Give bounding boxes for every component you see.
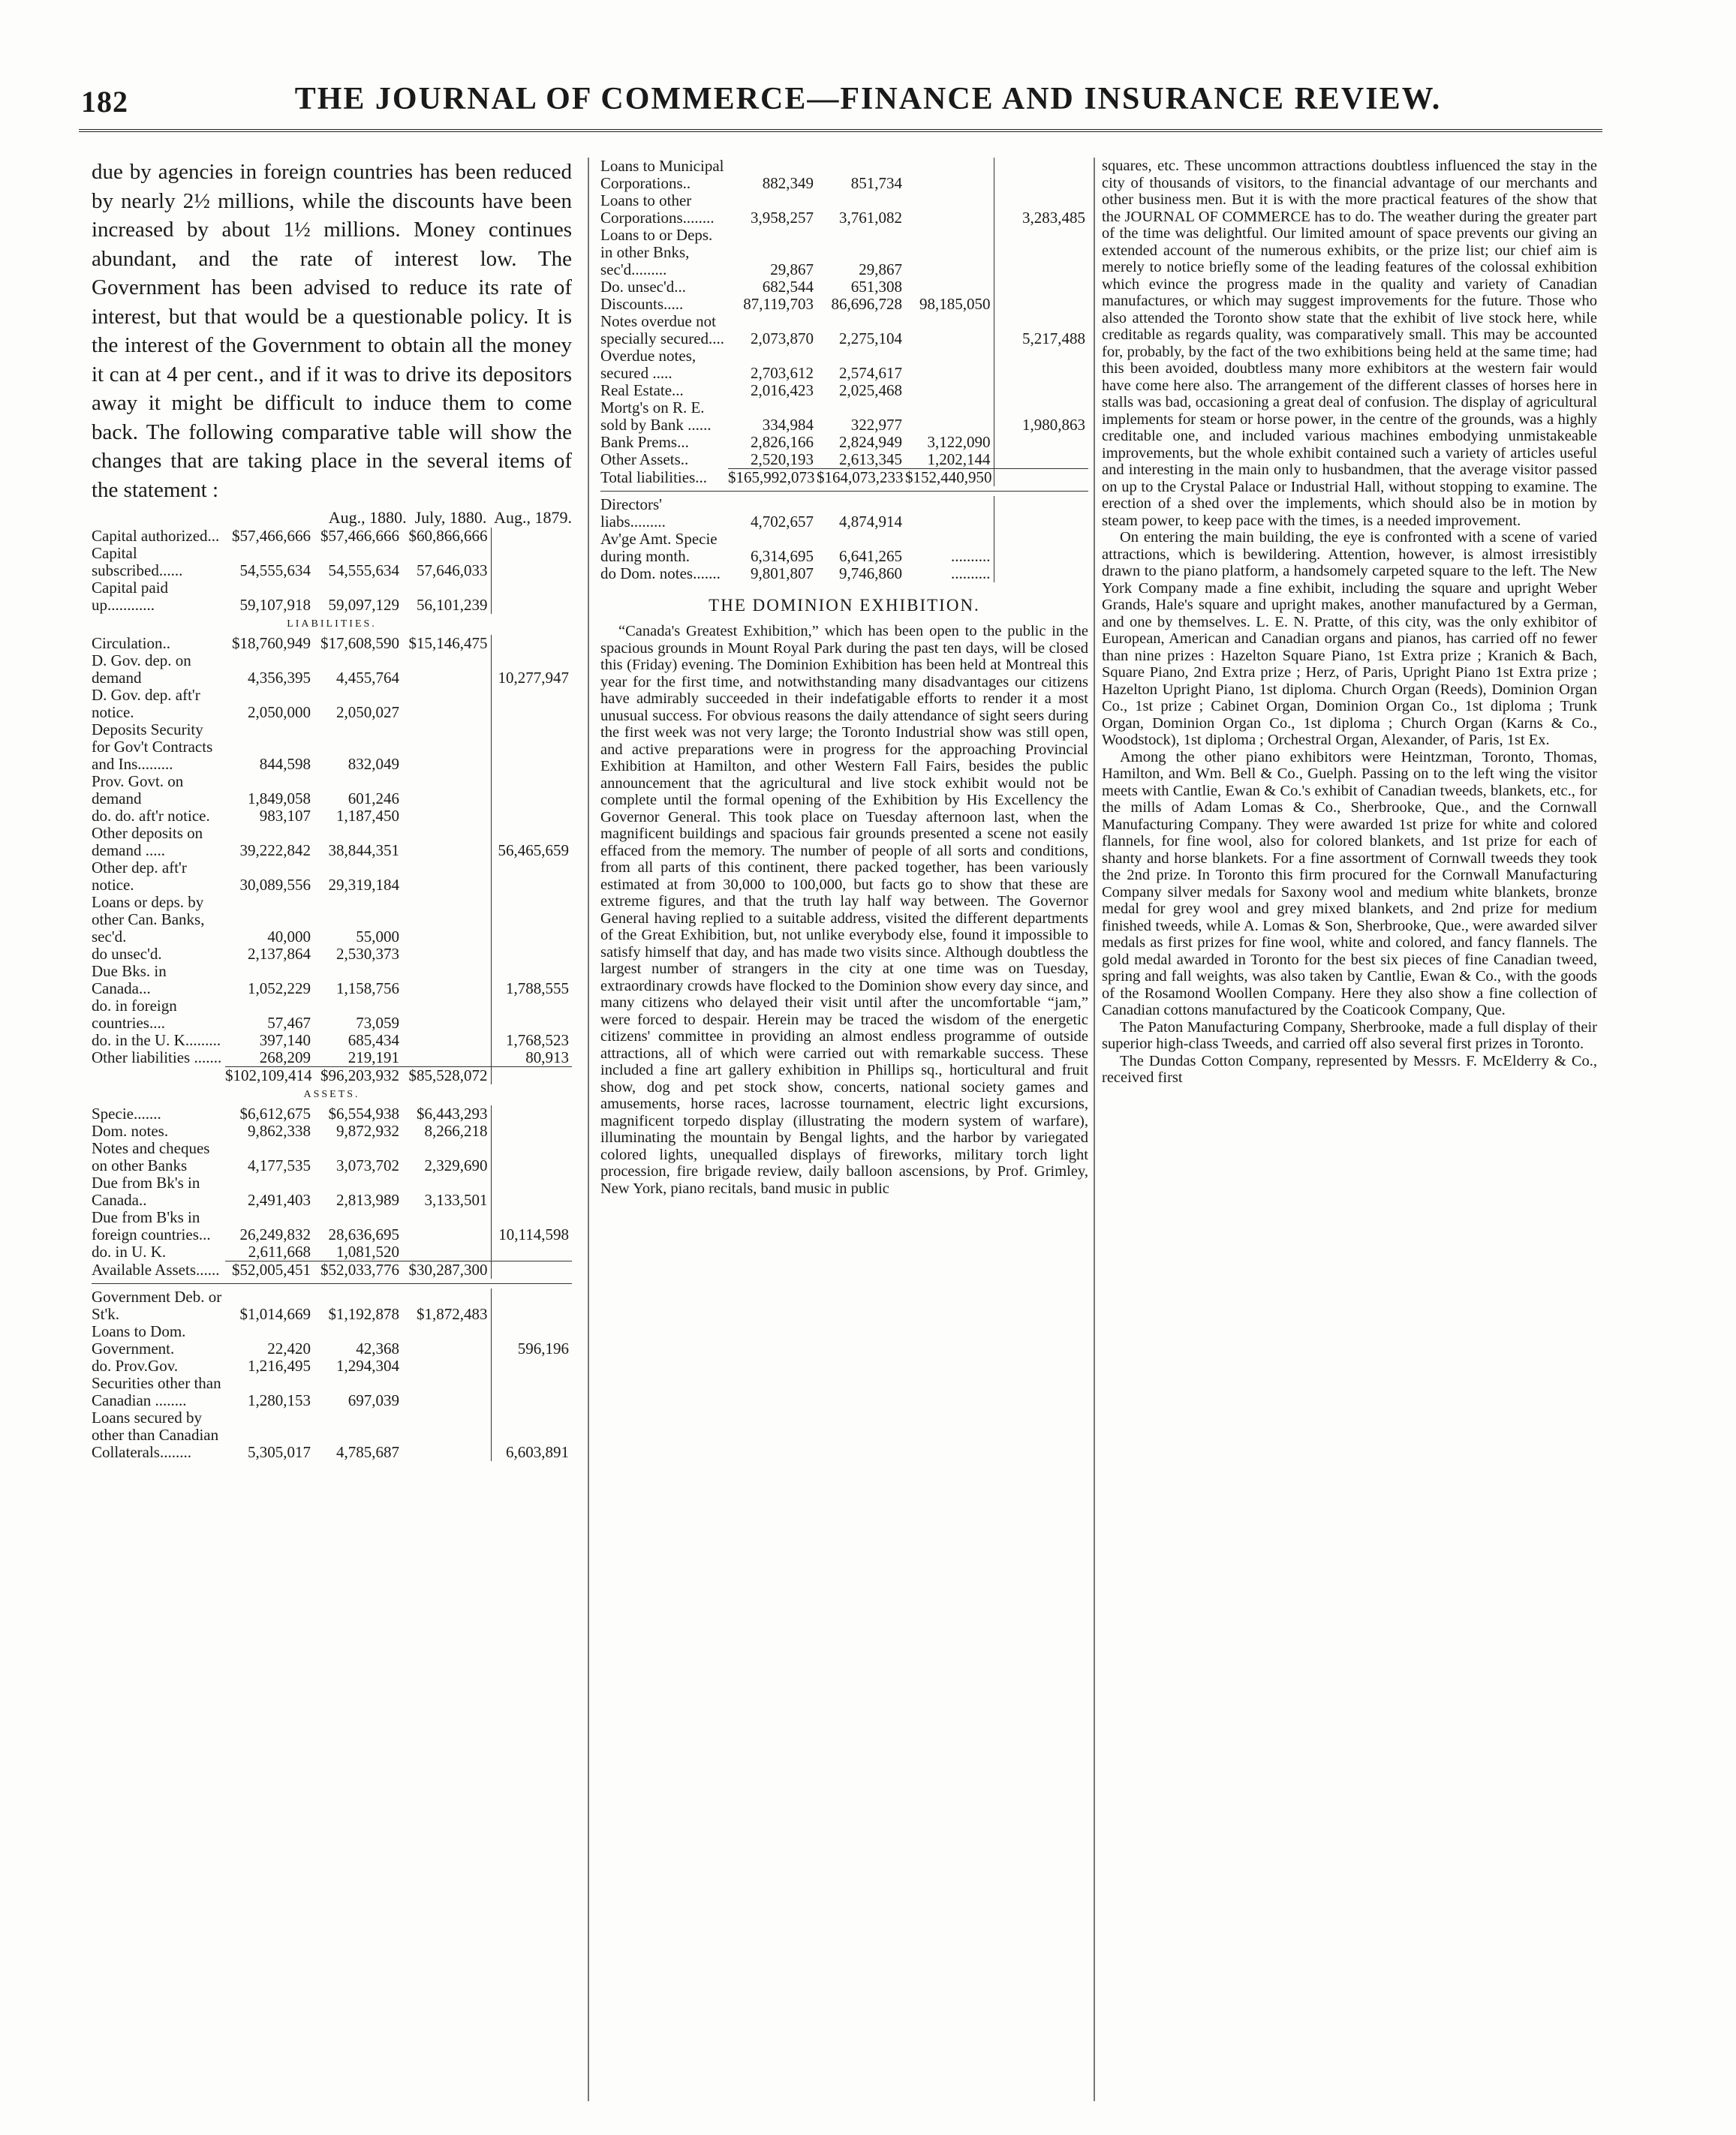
value-cell: $152,440,950 — [905, 469, 994, 487]
value-cell: 851,734 — [850, 174, 902, 192]
value-cell: $60,866,666 — [402, 528, 491, 545]
article-paragraph: squares, etc. These uncommon attractions doubtless influenced the stay in the city of thousands of visitors, to the financial advantage of our merchants and other business men. But it is with the more practical features of the show that the JOURNAL OF COMMERCE has to do. The weather during the greater part of the time was delightful. Our limited amount of space prevents our giving an extended account of the numerous exhibits, or the prize list; our chief aim is merely to notice briefly some of the leading features of the colossal exhibition which evince the progress made in the quality and variety of Canadian manufactures, or which may suggest improvements for the future. Those who also attended the Toronto show state that the exhibit of live stock here, while creditable as regards quality, was comparatively small. This may be accounted for, probably, by the fact of the two exhibitions being held at the same time; had this been avoided, doubtless many more exhibitors at the western fair would have come here also. The arrangement of the different classes of horses here in stalls was bad, occasioning a great deal of confusion. The display of agricultural implements for steam or horse power, in the centre of the grounds, was a highly creditable one, and included various machines embodying unmistakeable improvements, but the whole exhibit contained such a variety of articles useful and interesting in the main only to husbandmen, that the average visitor passed on up to the Crystal Palace or Industrial Hall, without stopping to examine. The erection of a shed over the implements, which should also be in motion by steam power, to keep pace with the times, is a needed improvement. — [1102, 158, 1597, 529]
row-label: Other dep. aft'r notice. — [92, 859, 187, 894]
table-row — [92, 946, 572, 963]
bracket-total-cell: 5,217,488 — [1022, 329, 1085, 347]
value-cell: 29,867 — [859, 260, 902, 278]
bracket-total-cell — [994, 496, 1088, 531]
row-label: Securities other than Canadian ........ — [92, 1375, 221, 1409]
value-cell: 2,520,193 — [751, 451, 814, 468]
table-row — [92, 721, 572, 773]
value-cell: 30,089,556 — [239, 876, 311, 894]
article-paragraph: Among the other piano exhibitors were Heintzman, Toronto, Thomas, Hamilton, and Wm. Bell & Co., Guelph. Passing on to the left wing the visitor meets with Cantlie, Ewan & Co.'s exhibit of Canadian tweeds, blankets, etc., for the mills of Adam Lomas & Co., Sherbrooke, Que., and the Cornwall Manufacturing Company. They were awarded 1st prize for white and colored flannels, for fine wool, also for colored blankets, and 1st prize for each of shanty and horse blankets. For a fine assortment of Cornwall tweeds they took the 2nd prize. In Toronto this firm procured for the Cornwall Manufacturing Company silver medals for Saxony wool and medium white blankets, bronze medal for grey wool and grey mixed blankets, and 2nd prize for medium finished tweeds, while A. Lomas & Son, Sherbrooke, Que., were awarded silver medals as first prizes for fine wool, white and colored, and fancy flannels. The gold medal awarded in Toronto for the best six pieces of fine Canadian tweed, spring and fall weights, was also taken by Cantlie, Ewan & Co., with the goods of the Rosamond Woollen Company. Here they also show a fine collection of Canadian cottons manufactured by the Coaticook Company, Que. — [1102, 748, 1597, 1018]
article-paragraph: “Canada's Greatest Exhibition,” which has been open to the public in the spacious grounds in Mount Royal Park during the past ten days, will be closed this (Friday) evening. The Dominion Exhibition has been held at Montreal this year for the first time, and notwithstanding many disadvantages our citizens have admirably succeeded in their indefatigable efforts to render it a most unusual success. For obvious reasons the daily attendance of sight seers during the first week was not very large; the Toronto Industrial show was still open, and active preparations were in progress for the approaching Provincial Exhibition at Hamilton, and other Western Fall Fairs, besides the public announcement that the agricultural and live stock exhibit would not be complete until the formal opening of the Exhibition by His Excellency the Governor General. This took place on Tuesday afternoon last, when the magnificent buildings and spacious fair grounds presented a scene not easily effaced from the memory. The number of people of all sorts and conditions, from all parts of this continent, there packed together, has been variously estimated at from 30,000 to 100,000, but facts go to show that these are extreme figures, and that the truth lay half way between. The Governor General having replied to a suitable address, visited the different departments of the Great Exhibition, but, not unlike everybody else, found it impossible to satisfy himself that day, and has made two visits since. Although doubtless the largest number of strangers in the city at one time was on Tuesday, extraordinary crowds have flocked to the Dominion show every day since, and many citizens who delayed their visit until after the uncomfortable “jam,” were forced to despair. Herein may be traced the wisdom of the energetic citizens' committee in providing an almost endless programme of outside attractions, all of which were carried out with remarkable success. These included a fine art gallery exhibition in Phillips sq., horticultural and fruit show, dog and pet stock show, concerts, national society games and amusements, horse races, lacrosse tournament, electric light excursions, magnificent torpedo display (illustrating the modern system of warfare), illuminating the mountain by Bengal lights, and the harbor by variegated colored lights, unequalled displays of fireworks, military torch light procession, fire brigade review, daily balloon ascensions, by Prof. Grimley, New York, piano recitals, band music in public — [600, 623, 1088, 1197]
value-cell: 697,039 — [348, 1391, 399, 1409]
article-paragraph: The Dundas Cotton Company, represented by Messrs. F. McElderry & Co., received first — [1102, 1052, 1597, 1086]
row-label: Due Bks. in Canada... — [92, 963, 167, 997]
value-cell: 87,119,703 — [743, 296, 814, 313]
row-label: Loans to or Deps. in other Bnks, sec'd......... — [600, 227, 713, 278]
value-cell: 54,555,634 — [239, 561, 311, 579]
row-label: Loans or deps. by other Can. Banks, sec'd. — [92, 894, 205, 946]
row-label: Loans to other Corporations........ — [600, 192, 715, 227]
row-label: Real Estate... — [600, 382, 684, 399]
value-cell: 2,050,000 — [248, 703, 311, 721]
bracket-total-cell: 6,603,891 — [506, 1443, 569, 1461]
bracket-total-cell — [491, 859, 572, 894]
value-cell: 4,874,914 — [839, 513, 902, 531]
table-row — [92, 1289, 572, 1323]
bracket-total-cell: 10,114,598 — [498, 1225, 569, 1243]
column-divider — [588, 158, 589, 2101]
value-cell — [905, 496, 994, 531]
row-label: D. Gov. dep. aft'r notice. — [92, 687, 200, 721]
row-label: do. in foreign countries.... — [92, 997, 177, 1032]
bracket-total-cell — [491, 528, 572, 545]
value-cell: .......... — [905, 531, 994, 565]
row-label: do. in U. K. — [92, 1243, 167, 1261]
row-label: Notes overdue not specially secured.... — [600, 313, 725, 347]
value-cell: 5,305,017 — [248, 1443, 311, 1461]
value-cell: 983,107 — [259, 807, 311, 825]
value-cell: $30,287,300 — [402, 1261, 491, 1279]
value-cell: $1,192,878 — [328, 1305, 399, 1323]
row-label: Due from Bk's in Canada.. — [92, 1174, 200, 1209]
table-row — [92, 1358, 572, 1375]
bracket-total-cell — [491, 1067, 572, 1085]
value-cell: 4,177,535 — [248, 1156, 311, 1174]
table-row — [92, 579, 572, 614]
value-cell: $6,554,938 — [328, 1105, 399, 1123]
row-label: Av'ge Amt. Specie during month. — [600, 531, 718, 565]
table-row — [600, 399, 1088, 434]
article-paragraph: On entering the main building, the eye is confronted with a scene of varied attractions, which is bewildering. Attention, however, is almost irresistibly drawn to the piano platform, a handsomely carpeted square to the left. The New York Company made a fine exhibit, including the square and upright Weber Grands, Hale's square and upright makes, another manufactured by a German, and one by themselves. L. E. N. Pratte, of this city, was the only exhibitor of European, American and Canadian organs and pianos, has carried off no fewer than nine prizes : Hazelton Square Piano, 1st Extra prize ; Kranich & Bach, Square Piano, 2nd Extra prize ; Herz, of Paris, Upright Piano 1st Extra prize ; Hazelton Upright Piano, 1st diploma. Church Organ (Reeds), Dominion Organ Co., 1st prize ; Cabinet Organ, Dominion Organ Co., 1st diploma ; Trunk Organ, Dominion Organ Co., 1st diploma ; Church Organ (Karns & Co., Woodstock), 1st diploma ; Orchestral Organ, Alexander, of Paris, 1st Ex. — [1102, 529, 1597, 748]
table-row — [92, 1375, 572, 1409]
value-cell: 6,314,695 — [751, 547, 814, 565]
value-cell — [905, 313, 994, 347]
value-cell: 1,216,495 — [248, 1358, 311, 1375]
row-label: Capital authorized... — [92, 528, 220, 545]
value-cell: 2,611,668 — [248, 1243, 311, 1261]
table-row — [92, 1174, 572, 1209]
value-cell — [402, 1243, 491, 1261]
value-cell: 1,849,058 — [248, 789, 311, 807]
value-cell: 29,319,184 — [328, 876, 399, 894]
bracket-total-cell — [994, 434, 1088, 451]
value-cell: 1,187,450 — [336, 807, 399, 825]
value-cell — [905, 278, 994, 296]
row-label: Bank Prems... — [600, 434, 689, 451]
row-label: Total liabilities... — [600, 468, 708, 486]
bracket-total-cell — [491, 1174, 572, 1209]
value-cell: 3,761,082 — [839, 209, 902, 227]
capital-table — [92, 528, 572, 614]
liabilities-heading: LIABILITIES. — [287, 618, 377, 630]
value-cell: $96,203,932 — [314, 1067, 402, 1085]
bracket-total-cell — [994, 158, 1088, 192]
bracket-total-cell — [491, 579, 572, 614]
bracket-total-cell — [491, 773, 572, 807]
value-cell: 28,636,695 — [328, 1225, 399, 1243]
row-label: Capital paid up............ — [92, 579, 169, 614]
row-label: Government Deb. or St'k. — [92, 1289, 222, 1323]
value-cell: $57,466,666 — [232, 528, 311, 545]
bracket-total-cell — [491, 1358, 572, 1375]
row-label: Other liabilities ....... — [92, 1049, 222, 1066]
value-cell: 2,025,468 — [839, 382, 902, 399]
bracket-total-cell — [491, 721, 572, 773]
value-cell — [402, 1209, 491, 1243]
value-cell — [905, 399, 994, 434]
table-row — [600, 192, 1088, 227]
bracket-total-cell — [994, 469, 1088, 487]
value-cell: 39,222,842 — [239, 841, 311, 859]
value-cell: 2,826,166 — [751, 434, 814, 451]
value-cell: 1,052,229 — [248, 979, 311, 997]
value-cell: $6,612,675 — [239, 1105, 311, 1123]
value-cell — [402, 946, 491, 963]
bracket-total-cell — [491, 545, 572, 579]
bracket-total-cell: 56,465,659 — [498, 841, 569, 859]
row-label: do Dom. notes....... — [600, 565, 721, 582]
table-row — [600, 382, 1088, 399]
value-cell: 3,958,257 — [751, 209, 814, 227]
value-cell: 56,101,239 — [402, 579, 491, 614]
value-cell: 882,349 — [762, 174, 814, 192]
table-row — [600, 469, 1088, 487]
masthead-rule — [79, 129, 1602, 137]
value-cell — [905, 227, 994, 278]
row-label: D. Gov. dep. on demand — [92, 652, 191, 687]
value-cell: $85,528,072 — [402, 1067, 491, 1085]
row-label: Circulation.. — [92, 635, 170, 652]
table-row — [92, 997, 572, 1032]
column-2 — [600, 158, 1088, 1197]
bracket-total-cell — [491, 1243, 572, 1261]
value-cell — [402, 1049, 491, 1067]
value-cell: 832,049 — [348, 755, 399, 773]
value-cell: 2,329,690 — [402, 1140, 491, 1174]
value-cell — [402, 963, 491, 997]
value-cell: $52,033,776 — [314, 1261, 402, 1279]
value-cell: 2,275,104 — [839, 329, 902, 347]
row-label: Specie....... — [92, 1105, 161, 1123]
value-cell — [402, 773, 491, 807]
value-cell: 651,308 — [850, 278, 902, 296]
value-cell: 9,872,932 — [336, 1123, 399, 1140]
value-cell — [402, 807, 491, 825]
table-row — [92, 859, 572, 894]
assets-heading: ASSETS. — [303, 1089, 360, 1100]
value-cell: 59,107,918 — [239, 596, 311, 614]
value-cell — [402, 894, 491, 946]
table-row — [600, 227, 1088, 278]
value-cell: 98,185,050 — [905, 296, 994, 313]
value-cell — [402, 1358, 491, 1375]
separator — [600, 491, 1088, 492]
table-row — [600, 296, 1088, 313]
value-cell: 57,646,033 — [402, 545, 491, 579]
value-cell: 4,455,764 — [336, 669, 399, 687]
bracket-total-cell — [491, 1289, 572, 1323]
row-label: Dom. notes. — [92, 1123, 169, 1140]
bracket-total-cell — [994, 451, 1088, 469]
value-cell: 322,977 — [850, 416, 902, 434]
value-cell: 397,140 — [259, 1032, 311, 1049]
table-row — [92, 1409, 572, 1461]
row-label: Loans secured by other than Canadian Collaterals........ — [92, 1409, 219, 1461]
table-row — [92, 1067, 572, 1085]
table-row — [600, 313, 1088, 347]
row-label: do. Prov.Gov. — [92, 1358, 179, 1375]
bracket-total-cell: 80,913 — [525, 1049, 569, 1066]
column-3 — [1102, 158, 1597, 1087]
table-row — [600, 158, 1088, 192]
value-cell: 86,696,728 — [831, 296, 902, 313]
bracket-total-cell: 596,196 — [517, 1340, 569, 1358]
value-cell: 57,467 — [267, 1014, 311, 1032]
table-header: Aug., 1880. July, 1880. Aug., 1879. — [328, 508, 572, 527]
value-cell: 2,824,949 — [839, 434, 902, 451]
value-cell: .......... — [905, 565, 994, 582]
value-cell: 3,073,702 — [336, 1156, 399, 1174]
bracket-total-cell: 3,283,485 — [1022, 209, 1085, 227]
value-cell: 9,801,807 — [751, 565, 814, 582]
bracket-total-cell — [491, 1261, 572, 1279]
row-label: Other Assets.. — [600, 451, 689, 468]
row-label: Overdue notes, secured ..... — [600, 347, 697, 382]
value-cell: 2,813,989 — [336, 1191, 399, 1209]
bracket-total-cell — [994, 382, 1088, 399]
table-row — [600, 278, 1088, 296]
row-label: do. in the U. K......... — [92, 1032, 221, 1049]
table-row — [92, 528, 572, 545]
row-label: Loans to Municipal Corporations.. — [600, 158, 724, 192]
value-cell: 59,097,129 — [328, 596, 399, 614]
value-cell: 29,867 — [770, 260, 814, 278]
value-cell: 2,073,870 — [751, 329, 814, 347]
value-cell: 40,000 — [267, 928, 311, 946]
value-cell: 268,209 — [259, 1049, 311, 1066]
table-row — [600, 451, 1088, 469]
value-cell — [402, 721, 491, 773]
value-cell: 4,785,687 — [336, 1443, 399, 1461]
value-cell: $165,992,073 — [728, 469, 817, 487]
value-cell: 22,420 — [267, 1340, 311, 1358]
bracket-total-cell — [491, 1375, 572, 1409]
value-cell: 73,059 — [356, 1014, 399, 1032]
table-row — [92, 807, 572, 825]
bracket-total-cell — [491, 894, 572, 946]
value-cell: 1,202,144 — [905, 451, 994, 469]
value-cell: 54,555,634 — [328, 561, 399, 579]
row-label: Available Assets...... — [92, 1261, 220, 1279]
table-row — [92, 773, 572, 807]
value-cell — [402, 1375, 491, 1409]
bracket-total-cell — [491, 1105, 572, 1123]
table-row — [600, 565, 1088, 582]
value-cell — [402, 687, 491, 721]
value-cell — [402, 825, 491, 859]
table-row — [92, 1032, 572, 1049]
table-row — [600, 496, 1088, 531]
value-cell: 2,613,345 — [839, 451, 902, 468]
bracket-total-cell — [491, 997, 572, 1032]
value-cell — [402, 652, 491, 687]
value-cell: 2,137,864 — [248, 946, 311, 963]
value-cell: $6,443,293 — [402, 1105, 491, 1123]
bracket-total-cell: 1,788,555 — [506, 979, 569, 997]
value-cell: 38,844,351 — [328, 841, 399, 859]
value-cell: 3,122,090 — [905, 434, 994, 451]
table-row — [92, 1243, 572, 1261]
value-cell: 1,158,756 — [336, 979, 399, 997]
bracket-total-cell: 10,277,947 — [498, 669, 569, 687]
table-row — [92, 825, 572, 859]
value-cell: 4,702,657 — [751, 513, 814, 531]
liabilities-table — [92, 635, 572, 1084]
row-label: Discounts..... — [600, 296, 684, 313]
value-cell: 9,746,860 — [839, 565, 902, 582]
value-cell: 601,246 — [348, 789, 399, 807]
value-cell: 2,016,423 — [751, 382, 814, 399]
value-cell — [402, 997, 491, 1032]
table-row — [92, 1261, 572, 1279]
table-row — [600, 434, 1088, 451]
row-label: Deposits Security for Gov't Contracts and Ins......... — [92, 721, 213, 773]
table-row — [92, 1123, 572, 1140]
table-row — [92, 1323, 572, 1358]
table-row — [92, 635, 572, 652]
value-cell — [402, 1032, 491, 1049]
row-label: Directors' liabs......... — [600, 496, 666, 531]
value-cell: $57,466,666 — [320, 528, 399, 545]
assets-table — [92, 1105, 572, 1279]
government-assets-table — [92, 1289, 572, 1461]
value-cell: 55,000 — [356, 928, 399, 946]
table-row — [92, 963, 572, 997]
value-cell — [402, 859, 491, 894]
value-cell: 8,266,218 — [402, 1123, 491, 1140]
value-cell: 1,081,520 — [336, 1243, 399, 1261]
masthead-title: THE JOURNAL OF COMMERCE—FINANCE AND INSURANCE REVIEW. — [294, 82, 1442, 116]
value-cell: 26,249,832 — [239, 1225, 311, 1243]
bracket-total-cell: 1,768,523 — [506, 1032, 569, 1049]
value-cell: 844,598 — [259, 755, 311, 773]
value-cell: $102,109,414 — [225, 1067, 314, 1085]
row-label: Capital subscribed...... — [92, 545, 183, 579]
value-cell — [402, 1409, 491, 1461]
article-paragraph: due by agencies in foreign countries has been reduced by nearly 2½ millions, while the discounts have been increased by about 1½ millions. Money continues abundant, and the rate of interest low. The Government has been advised to reduce its rate of interest, but that would be a questionable policy. It is the interest of the Government to obtain all the money it can at 4 per cent., and if it was to drive its depositors away it might be difficult to induce them to come back. The following comparative table will show the changes that are taking place in the several items of the statement : — [92, 160, 572, 502]
table-row — [92, 687, 572, 721]
value-cell: $17,608,590 — [320, 635, 399, 652]
value-cell: 6,641,265 — [839, 547, 902, 565]
table-row — [600, 531, 1088, 565]
table-row — [92, 894, 572, 946]
value-cell: 2,574,617 — [839, 364, 902, 382]
value-cell — [905, 347, 994, 382]
value-cell: 42,368 — [356, 1340, 399, 1358]
value-cell: $1,014,669 — [239, 1305, 311, 1323]
value-cell: 682,544 — [762, 278, 814, 296]
row-label: Notes and cheques on other Banks — [92, 1140, 210, 1174]
row-label: Mortg's on R. E. sold by Bank ...... — [600, 399, 712, 434]
bracket-total-cell — [994, 227, 1088, 278]
bracket-total-cell — [994, 565, 1088, 582]
article-paragraph: The Paton Manufacturing Company, Sherbrooke, made a full display of their superior high-class Tweeds, and carried off also several first prizes in Toronto. — [1102, 1018, 1597, 1052]
value-cell — [905, 382, 994, 399]
bracket-total-cell — [994, 296, 1088, 313]
bracket-total-cell: 1,980,863 — [1022, 416, 1085, 434]
table-row — [92, 1105, 572, 1123]
value-cell: 219,191 — [348, 1049, 399, 1066]
value-cell: $52,005,451 — [225, 1261, 314, 1279]
separator — [92, 1283, 572, 1284]
table-row — [600, 347, 1088, 382]
bracket-total-cell — [994, 347, 1088, 382]
value-cell: 3,133,501 — [402, 1174, 491, 1209]
table-row — [92, 1140, 572, 1174]
value-cell: 334,984 — [762, 416, 814, 434]
directors-table — [600, 496, 1088, 582]
value-cell: 2,703,612 — [751, 364, 814, 382]
assets-continued-table — [600, 158, 1088, 486]
table-row — [92, 1049, 572, 1067]
bracket-total-cell — [491, 1123, 572, 1140]
bracket-total-cell — [491, 946, 572, 963]
bracket-total-cell — [491, 635, 572, 652]
bracket-total-cell — [994, 531, 1088, 565]
value-cell: 685,434 — [348, 1032, 399, 1049]
row-label: Do. unsec'd... — [600, 278, 687, 296]
row-label: Other deposits on demand ..... — [92, 825, 203, 859]
value-cell: 9,862,338 — [248, 1123, 311, 1140]
value-cell: 4,356,395 — [248, 669, 311, 687]
value-cell: 2,530,373 — [336, 946, 399, 963]
value-cell: $15,146,475 — [402, 635, 491, 652]
row-label: Prov. Govt. on demand — [92, 773, 184, 807]
row-label: do unsec'd. — [92, 946, 162, 963]
value-cell: 2,050,027 — [336, 703, 399, 721]
bracket-total-cell — [491, 807, 572, 825]
table-row — [92, 545, 572, 579]
column-divider — [1094, 158, 1095, 2101]
value-cell: 1,280,153 — [248, 1391, 311, 1409]
article-heading: THE DOMINION EXHIBITION. — [709, 596, 980, 615]
bracket-total-cell — [491, 1140, 572, 1174]
table-row — [92, 1209, 572, 1243]
table-row — [92, 652, 572, 687]
value-cell: $18,760,949 — [232, 635, 311, 652]
value-cell: 1,294,304 — [336, 1358, 399, 1375]
page-number: 182 — [81, 85, 128, 119]
value-cell — [402, 1323, 491, 1358]
value-cell — [905, 192, 994, 227]
row-label: do. do. aft'r notice. — [92, 807, 210, 825]
value-cell — [905, 158, 994, 192]
bracket-total-cell — [491, 687, 572, 721]
value-cell: $164,073,233 — [817, 469, 905, 487]
value-cell: $1,872,483 — [402, 1289, 491, 1323]
row-label: Due from B'ks in foreign countries... — [92, 1209, 211, 1243]
row-label — [92, 1067, 225, 1085]
bracket-total-cell — [994, 278, 1088, 296]
column-1 — [92, 158, 572, 1461]
row-label: Loans to Dom. Government. — [92, 1323, 186, 1358]
value-cell: 2,491,403 — [248, 1191, 311, 1209]
